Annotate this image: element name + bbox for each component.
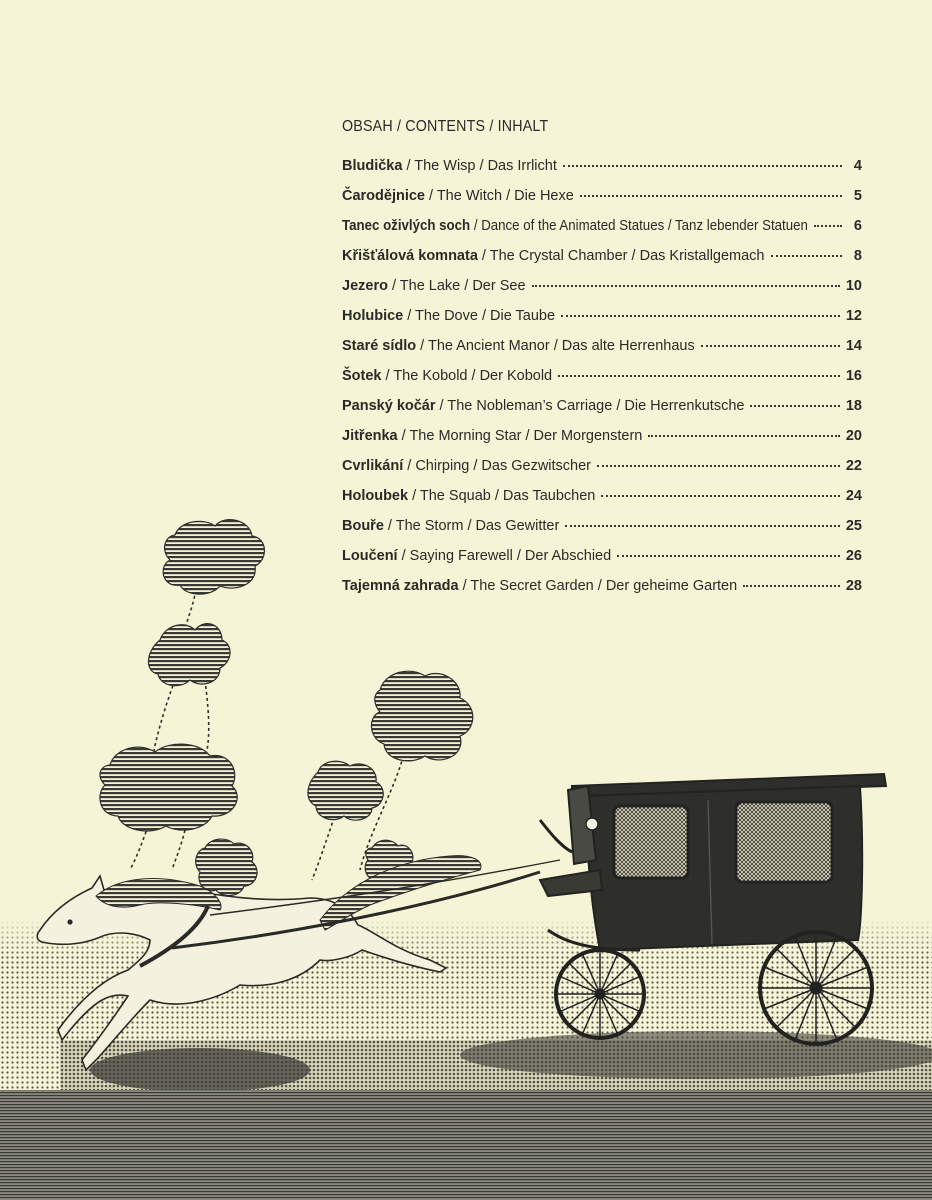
dot-leader [580,195,842,197]
toc-entry-title [342,248,765,264]
dot-leader [561,315,840,317]
toc-entry-translations: / The Crystal Chamber / Das Kristallgemach [477,248,765,264]
toc-entry-czech-title: Cvrlikání [342,458,404,474]
toc-page-number: 5 [853,188,862,204]
dot-leader [597,465,840,467]
toc-entry-title [342,458,591,474]
toc-entry-translations: / The Secret Garden / Der geheime Garten [458,578,738,594]
toc-page-number: 18 [845,398,862,414]
toc-page-number: 28 [845,578,862,594]
toc-page-number: 10 [845,278,862,294]
toc-entry-czech-title: Křišťálová komnata [342,248,478,264]
toc-entry-czech-title: Bouře [342,518,384,534]
toc-entry-title [342,488,595,504]
toc-entry-title [342,188,574,204]
toc-entry-czech-title: Tanec oživlých soch [342,218,471,234]
toc-entry-title [342,218,808,234]
dot-leader [617,555,840,557]
dot-leader [750,405,839,407]
toc-entry-translations: / The Storm / Das Gewitter [383,518,560,534]
toc-entry-czech-title: Holubice [342,308,404,324]
toc-entry[interactable] [342,158,862,188]
toc-entry-czech-title: Šotek [342,368,382,384]
toc-entry[interactable] [342,488,862,518]
toc-page-number: 25 [845,518,862,534]
contents-heading: OBSAH / CONTENTS / INHALT [342,118,549,135]
contents-list [342,158,862,608]
toc-entry[interactable] [342,278,862,308]
toc-entry-czech-title: Panský kočár [342,398,436,414]
dot-leader [565,525,840,527]
toc-entry[interactable] [342,368,862,398]
toc-entry-czech-title: Bludička [342,158,403,174]
toc-entry-title [342,368,552,384]
toc-entry[interactable] [342,248,862,278]
toc-entry[interactable] [342,578,862,608]
toc-entry[interactable] [342,218,862,248]
toc-entry-title [342,518,559,534]
toc-entry[interactable] [342,188,862,218]
toc-page-number: 24 [845,488,862,504]
toc-entry-czech-title: Jezero [342,278,388,294]
dot-leader [771,255,843,257]
toc-entry[interactable] [342,518,862,548]
toc-entry-translations: / The Lake / Der See [387,278,526,294]
dot-leader [701,345,840,347]
dot-leader [558,375,840,377]
front-wheel [556,950,644,1038]
toc-entry-translations: / Chirping / Das Gezwitscher [403,458,592,474]
toc-entry[interactable] [342,308,862,338]
toc-entry-translations: / The Dove / Die Taube [403,308,556,324]
toc-entry-title [342,338,695,354]
dot-leader [814,225,842,227]
toc-page-number: 12 [845,308,862,324]
toc-entry[interactable] [342,428,862,458]
toc-entry-translations: / The Kobold / Der Kobold [381,368,553,384]
toc-entry-czech-title: Holoubek [342,488,409,504]
toc-page-number: 22 [845,458,862,474]
dot-leader [563,165,842,167]
toc-entry-translations: / The Morning Star / Der Morgenstern [397,428,643,444]
dot-leader [648,435,840,437]
toc-entry-czech-title: Staré sídlo [342,338,417,354]
toc-entry-title [342,428,642,444]
toc-entry-title [342,578,737,594]
rear-wheel [760,932,872,1044]
toc-entry-czech-title: Čarodějnice [342,188,425,204]
toc-entry-translations: / The Witch / Die Hexe [425,188,574,204]
toc-entry-title [342,398,744,414]
toc-entry-czech-title: Loučení [342,548,398,564]
toc-entry[interactable] [342,398,862,428]
dot-leader [532,285,840,287]
toc-entry[interactable] [342,338,862,368]
toc-entry-czech-title: Jitřenka [342,428,398,444]
toc-entry-translations: / The Nobleman’s Carriage / Die Herrenkutsche [435,398,745,414]
toc-entry-translations: / The Squab / Das Taubchen [408,488,596,504]
toc-page-number: 6 [853,218,862,234]
dot-leader [743,585,840,587]
toc-entry-czech-title: Tajemná zahrada [342,578,459,594]
dot-leader [601,495,840,497]
table-of-contents [342,118,862,608]
toc-entry-translations: / Dance of the Animated Statues / Tanz lebender Statuen [470,218,808,234]
toc-entry[interactable] [342,548,862,578]
toc-page-number: 8 [853,248,862,264]
toc-entry-title [342,278,526,294]
toc-page-number: 4 [853,158,862,174]
toc-page-number: 20 [845,428,862,444]
toc-entry-title [342,308,555,324]
toc-entry-title [342,548,611,564]
toc-page-number: 16 [845,368,862,384]
toc-entry-title [342,158,557,174]
toc-entry-translations: / The Wisp / Das Irrlicht [402,158,557,174]
toc-page-number: 14 [845,338,862,354]
toc-page-number: 26 [845,548,862,564]
toc-entry-translations: / The Ancient Manor / Das alte Herrenhaus [416,338,695,354]
toc-entry-translations: / Saying Farewell / Der Abschied [397,548,612,564]
toc-entry[interactable] [342,458,862,488]
